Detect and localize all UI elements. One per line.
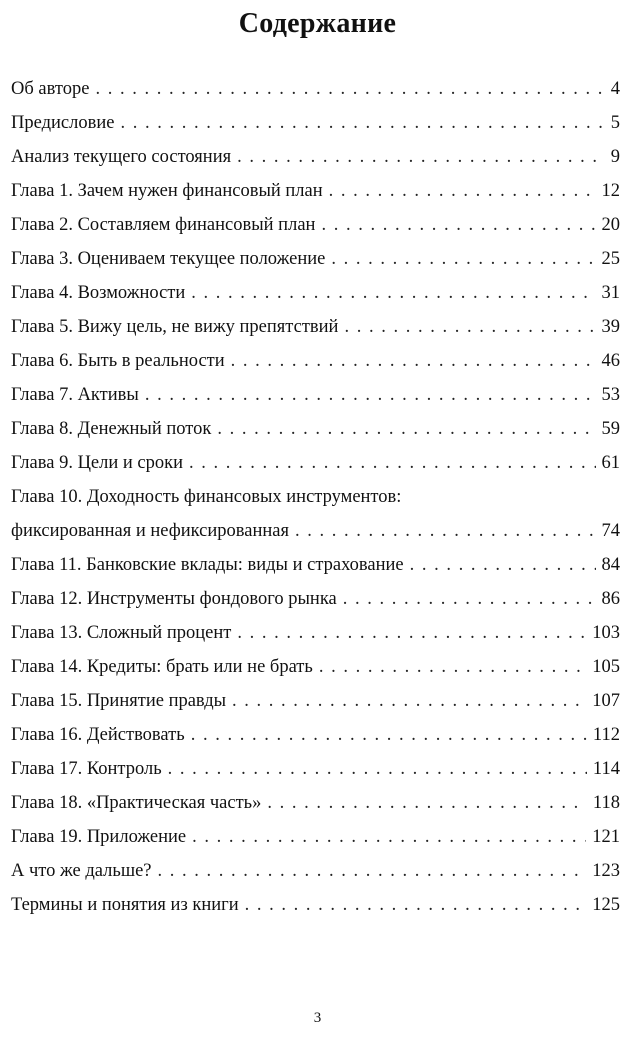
toc-row (11, 820, 620, 854)
toc-row (11, 310, 620, 344)
toc-row (11, 412, 620, 446)
toc-entry-page: 53 (601, 385, 620, 405)
toc-row (11, 208, 620, 242)
toc-entry-page: 39 (601, 317, 620, 337)
toc-entry-page: 61 (601, 453, 620, 473)
toc-entry-title: Термины и понятия из книги (11, 895, 239, 915)
toc-entry-title: Глава 8. Денежный поток (11, 419, 212, 439)
dot-leader (329, 174, 596, 208)
dot-leader (191, 276, 595, 310)
toc-entry (11, 174, 620, 208)
dot-leader (189, 446, 595, 480)
toc-entry-title: Глава 4. Возможности (11, 283, 186, 303)
page-number: 3 (313, 1010, 322, 1026)
toc-row (11, 276, 620, 310)
toc-entry-page: 5 (610, 113, 620, 133)
dot-leader (267, 786, 587, 820)
dot-leader (145, 378, 596, 412)
toc-entry-title: Глава 15. Принятие правды (11, 691, 227, 711)
toc-entry-title: А что же дальше? (11, 861, 152, 881)
toc-entry-page: 125 (592, 895, 620, 915)
toc-entry-page: 123 (592, 861, 620, 881)
toc-entry-title: Глава 2. Составляем финансовый план (11, 215, 316, 235)
toc-entry-title: Глава 9. Цели и сроки (11, 453, 184, 473)
toc-entry (11, 752, 620, 786)
toc-row (11, 344, 620, 378)
toc-entry (11, 854, 620, 888)
toc-entry-title: Глава 17. Контроль (11, 759, 162, 779)
toc-entry-title: Глава 16. Действовать (11, 725, 185, 745)
toc-entry-title: Глава 6. Быть в реальности (11, 351, 225, 371)
dot-leader (295, 514, 596, 548)
toc-entry-title: Глава 19. Приложение (11, 827, 187, 847)
dot-leader (344, 310, 595, 344)
toc-entry (11, 548, 620, 582)
toc-row (11, 650, 620, 684)
toc-entry (11, 72, 620, 106)
toc-entry-title: Глава 13. Сложный процент (11, 623, 232, 643)
toc-entry-page: 107 (592, 691, 620, 711)
toc-entry-page: 118 (592, 793, 620, 813)
toc-entry (11, 582, 620, 616)
dot-leader (319, 650, 586, 684)
toc-entry-title: Глава 14. Кредиты: брать или не брать (11, 657, 313, 677)
toc-entry (11, 446, 620, 480)
toc-entry-title: Глава 3. Оцениваем текущее положение (11, 249, 326, 269)
toc-entry (11, 378, 620, 412)
dot-leader (120, 106, 602, 140)
toc-entry-page: 103 (592, 623, 620, 643)
dot-leader (245, 888, 587, 922)
dot-leader (192, 820, 586, 854)
toc-entry (11, 276, 620, 310)
toc-entry-page: 59 (601, 419, 620, 439)
dot-leader (331, 242, 595, 276)
toc-entry-page: 84 (601, 555, 620, 575)
dot-leader (237, 616, 586, 650)
dot-leader (343, 582, 596, 616)
toc-entry-title: Глава 7. Активы (11, 385, 139, 405)
toc-entry-page: 25 (601, 249, 620, 269)
toc-entry-page: 9 (610, 147, 620, 167)
toc-row (11, 378, 620, 412)
toc-entry (11, 480, 620, 548)
toc-entry-page: 112 (592, 725, 620, 745)
toc-row (11, 888, 620, 922)
dot-leader (232, 684, 586, 718)
toc-entry (11, 650, 620, 684)
toc-entry-title: фиксированная и нефиксированная (11, 521, 289, 541)
toc-entry (11, 310, 620, 344)
toc-entry-title-line1: Глава 10. Доходность финансовых инструментов: (11, 487, 402, 507)
toc-entry-title: Глава 1. Зачем нужен финансовый план (11, 181, 323, 201)
table-of-contents (11, 72, 620, 922)
toc-entry (11, 412, 620, 446)
dot-leader (191, 718, 587, 752)
toc-entry-page: 114 (592, 759, 620, 779)
toc-entry-title: Об авторе (11, 79, 90, 99)
toc-row (11, 72, 620, 106)
toc-entry (11, 718, 620, 752)
toc-row (11, 548, 620, 582)
toc-row (11, 718, 620, 752)
toc-entry-title: Глава 12. Инструменты фондового рынка (11, 589, 337, 609)
toc-entry (11, 684, 620, 718)
toc-row (11, 140, 620, 174)
page-title: Содержание (238, 8, 397, 39)
toc-entry (11, 786, 620, 820)
toc-row (11, 514, 620, 548)
toc-row (11, 616, 620, 650)
dot-leader (231, 344, 596, 378)
dot-leader (158, 854, 587, 888)
toc-row (11, 582, 620, 616)
toc-entry-title: Предисловие (11, 113, 115, 133)
toc-entry-title: Глава 18. «Практическая часть» (11, 793, 262, 813)
toc-entry (11, 140, 620, 174)
toc-entry-page: 31 (601, 283, 620, 303)
toc-entry (11, 888, 620, 922)
toc-entry-page: 86 (601, 589, 620, 609)
toc-row (11, 854, 620, 888)
toc-entry-page: 74 (601, 521, 620, 541)
toc-row (11, 752, 620, 786)
toc-entry (11, 106, 620, 140)
toc-row (11, 242, 620, 276)
toc-entry (11, 242, 620, 276)
toc-entry-page: 105 (592, 657, 620, 677)
toc-entry (11, 344, 620, 378)
toc-entry (11, 820, 620, 854)
toc-row (11, 174, 620, 208)
dot-leader (95, 72, 602, 106)
dot-leader (321, 208, 595, 242)
toc-entry-page: 12 (601, 181, 620, 201)
toc-entry (11, 208, 620, 242)
dot-leader (168, 752, 587, 786)
dot-leader (237, 140, 602, 174)
toc-entry-title: Глава 11. Банковские вклады: виды и страхование (11, 555, 404, 575)
toc-entry-page: 20 (601, 215, 620, 235)
toc-entry (11, 616, 620, 650)
toc-entry-page: 121 (592, 827, 620, 847)
toc-row (11, 786, 620, 820)
toc-row (11, 446, 620, 480)
dot-leader (217, 412, 595, 446)
dot-leader (410, 548, 596, 582)
toc-row (11, 684, 620, 718)
toc-entry-title: Глава 5. Вижу цель, не вижу препятствий (11, 317, 339, 337)
toc-entry-title: Анализ текущего состояния (11, 147, 232, 167)
toc-row (11, 106, 620, 140)
toc-entry-page: 46 (601, 351, 620, 371)
toc-entry-page: 4 (610, 79, 620, 99)
